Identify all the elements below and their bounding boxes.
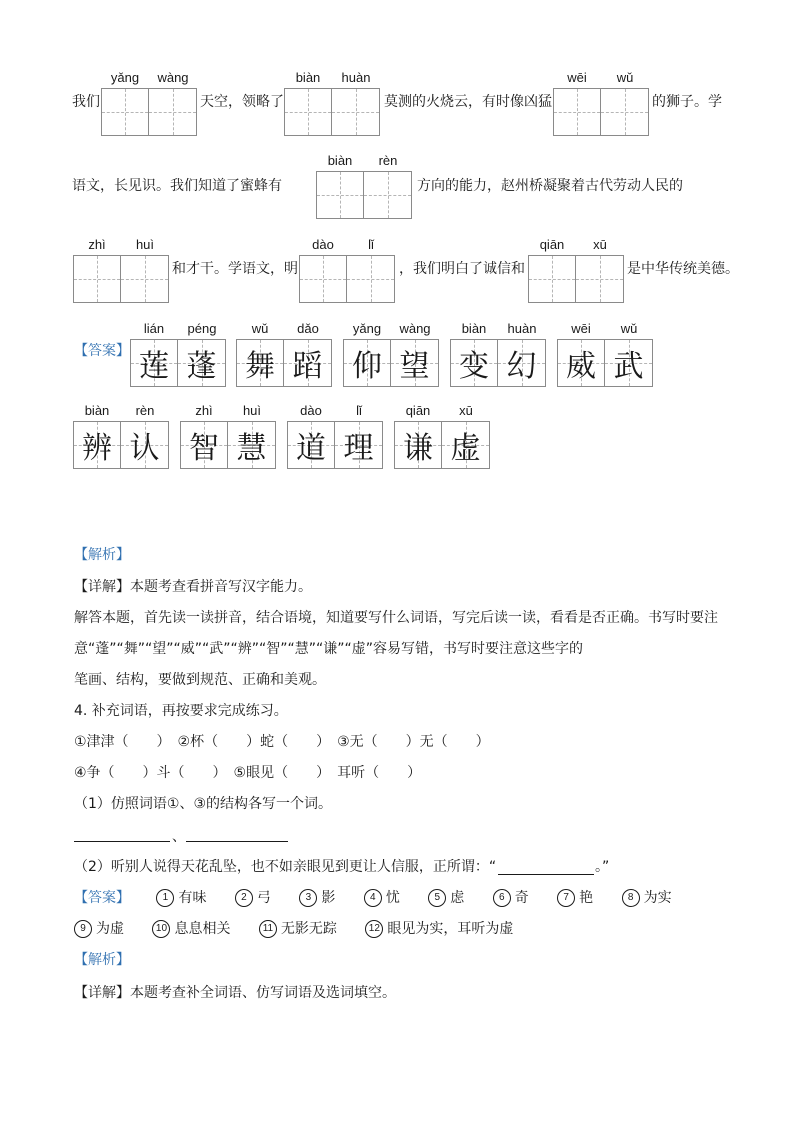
answer-label: 【答案】	[74, 343, 130, 359]
pinyin: zhì	[195, 403, 213, 418]
pinyin: biàn	[295, 70, 321, 85]
q3-analysis-para3: 笔画、结构，要做到规范、正确和美观。	[74, 672, 326, 688]
detail-label: 【详解】	[74, 579, 130, 595]
q4-row2: ④争（ ）斗（ ） ⑤眼见（ ） 耳听（ ）	[74, 765, 422, 781]
pinyin: huàn	[507, 321, 537, 336]
pinyin: dǎo	[297, 321, 319, 336]
q3-analysis-para2: 意“蓬”“舞”“望”“威”“武”“辨”“智”“慧”“谦”“虚”容易写错，书写时要注意这些字的	[74, 641, 584, 657]
pinyin: huàn	[341, 70, 371, 85]
q3-line1-text-b: 天空，领略了	[200, 94, 284, 110]
answer-char: 望	[399, 349, 430, 384]
tianzi-cell[interactable]	[299, 255, 347, 303]
q4-title: 4. 补充词语，再按要求完成练习。	[74, 703, 288, 719]
q4-detail-line	[74, 983, 396, 1003]
answer-char: 理	[343, 431, 374, 466]
answer-label: 【答案】	[74, 890, 130, 906]
q4-answer-line1	[74, 888, 672, 908]
answer-char: 舞	[245, 349, 275, 384]
answer-item: 11 无影无踪	[259, 919, 337, 939]
pinyin: wēi	[567, 70, 587, 85]
tianzi-cell[interactable]	[332, 88, 380, 136]
answer-char: 智	[189, 431, 219, 466]
q4-row1: ①津津（ ） ②杯（ ）蛇（ ） ③无（ ）无（ ）	[74, 734, 490, 750]
analysis-label: 【解析】	[74, 547, 130, 563]
pinyin: rèn	[135, 403, 155, 418]
answer-char: 慧	[236, 431, 267, 466]
q4-sep: 、	[172, 829, 186, 845]
answer-char: 辨	[82, 431, 112, 466]
q4-sub2-b: 。”	[595, 859, 610, 875]
q3-line1-text-a: 我们	[72, 94, 100, 110]
tianzi-cell[interactable]	[364, 171, 412, 219]
q3-line1-text-c: 莫测的火烧云，有时像凶猛	[384, 94, 552, 110]
pinyin: rèn	[378, 153, 398, 168]
pinyin: wàng	[157, 70, 189, 85]
answer-item: 8 为实	[622, 888, 672, 908]
pinyin: lián	[143, 321, 165, 336]
pinyin: yǎng	[110, 70, 140, 85]
q4-sub1: （1）仿照词语①、③的结构各写一个词。	[74, 796, 333, 812]
pinyin: xū	[593, 237, 607, 252]
answer-char: 仰	[352, 349, 382, 384]
pinyin: qiān	[539, 237, 565, 252]
tianzi-cell[interactable]	[553, 88, 601, 136]
pinyin: wǔ	[616, 70, 634, 85]
answer-char: 认	[129, 431, 160, 466]
answer-char: 谦	[403, 431, 433, 466]
answer-char: 蓬	[186, 349, 217, 384]
answer-item: 7 艳	[557, 888, 593, 908]
answer-char: 变	[459, 349, 489, 384]
tianzi-cell[interactable]	[576, 255, 624, 303]
answer-item: 1 有味	[156, 888, 206, 908]
q4-analysis-label: 【解析】	[74, 952, 130, 968]
answer-blank-3[interactable]	[498, 874, 594, 875]
detail-text: 本题考查补全词语、仿写词语及选词填空。	[130, 985, 396, 1001]
answer-item: 4 忧	[364, 888, 400, 908]
q4-sub2-a: （2）听别人说得天花乱坠，也不如亲眼见到更让人信服，正所谓：“	[74, 859, 497, 875]
pinyin: yǎng	[352, 321, 382, 336]
tianzi-cell[interactable]	[347, 255, 395, 303]
answer-char: 莲	[139, 349, 169, 384]
tianzi-cell[interactable]	[284, 88, 332, 136]
pinyin: huì	[242, 403, 262, 418]
pinyin: lǐ	[368, 237, 374, 252]
answer-char: 威	[566, 349, 596, 384]
detail-text: 本题考查看拼音写汉字能力。	[130, 579, 312, 595]
q4-answer-line2	[74, 919, 537, 939]
answer-item: 6 奇	[493, 888, 529, 908]
q3-line2-text-a: 语文，长见识。我们知道了蜜蜂有	[72, 178, 282, 194]
q3-line3-text-a: 和才干。学语文，明	[172, 261, 298, 277]
answer-item: 12 眼见为实，耳听为虚	[365, 919, 513, 939]
answer-char: 武	[613, 349, 644, 384]
pinyin: huì	[135, 237, 155, 252]
answer-item: 9 为虚	[74, 919, 124, 939]
answer-item: 5 虑	[428, 888, 464, 908]
tianzi-cell[interactable]	[149, 88, 197, 136]
pinyin: xū	[459, 403, 473, 418]
q3-analysis-para1: 解答本题，首先读一读拼音，结合语境，知道要写什么词语，写完后读一读，看看是否正确。书写时要注	[74, 610, 718, 626]
tianzi-cell[interactable]	[601, 88, 649, 136]
answer-blank-1[interactable]	[74, 841, 170, 842]
tianzi-cell[interactable]	[73, 255, 121, 303]
q3-line2-text-b: 方向的能力，赵州桥凝聚着古代劳动人民的	[417, 178, 683, 194]
tianzi-cell[interactable]	[101, 88, 149, 136]
pinyin: qiān	[405, 403, 431, 418]
answer-char: 蹈	[292, 349, 323, 384]
pinyin: dào	[312, 237, 334, 252]
q3-line3-text-b: ，我们明白了诚信和	[399, 261, 525, 277]
answer-blank-2[interactable]	[186, 841, 288, 842]
q3-line1-text-d: 的狮子。学	[652, 94, 722, 110]
answer-item: 3 影	[299, 888, 335, 908]
answer-char: 幻	[506, 349, 537, 384]
detail-label: 【详解】	[74, 985, 130, 1001]
tianzi-cell[interactable]	[528, 255, 576, 303]
pinyin: biàn	[327, 153, 353, 168]
answer-item: 10 息息相关	[152, 919, 230, 939]
pinyin: biàn	[461, 321, 487, 336]
pinyin: zhì	[88, 237, 106, 252]
answer-char: 道	[296, 431, 326, 466]
pinyin: lǐ	[356, 403, 362, 418]
tianzi-cell[interactable]	[316, 171, 364, 219]
pinyin: wàng	[399, 321, 431, 336]
answer-char: 虚	[450, 431, 481, 466]
pinyin: biàn	[84, 403, 110, 418]
pinyin: wēi	[571, 321, 591, 336]
answer-item: 2 弓	[235, 888, 271, 908]
q3-line3-text-c: 是中华传统美德。	[627, 261, 739, 277]
pinyin: dào	[300, 403, 322, 418]
detail-line	[74, 577, 312, 597]
pinyin: péng	[187, 321, 217, 336]
pinyin: wǔ	[251, 321, 269, 336]
tianzi-cell[interactable]	[121, 255, 169, 303]
pinyin: wǔ	[620, 321, 638, 336]
